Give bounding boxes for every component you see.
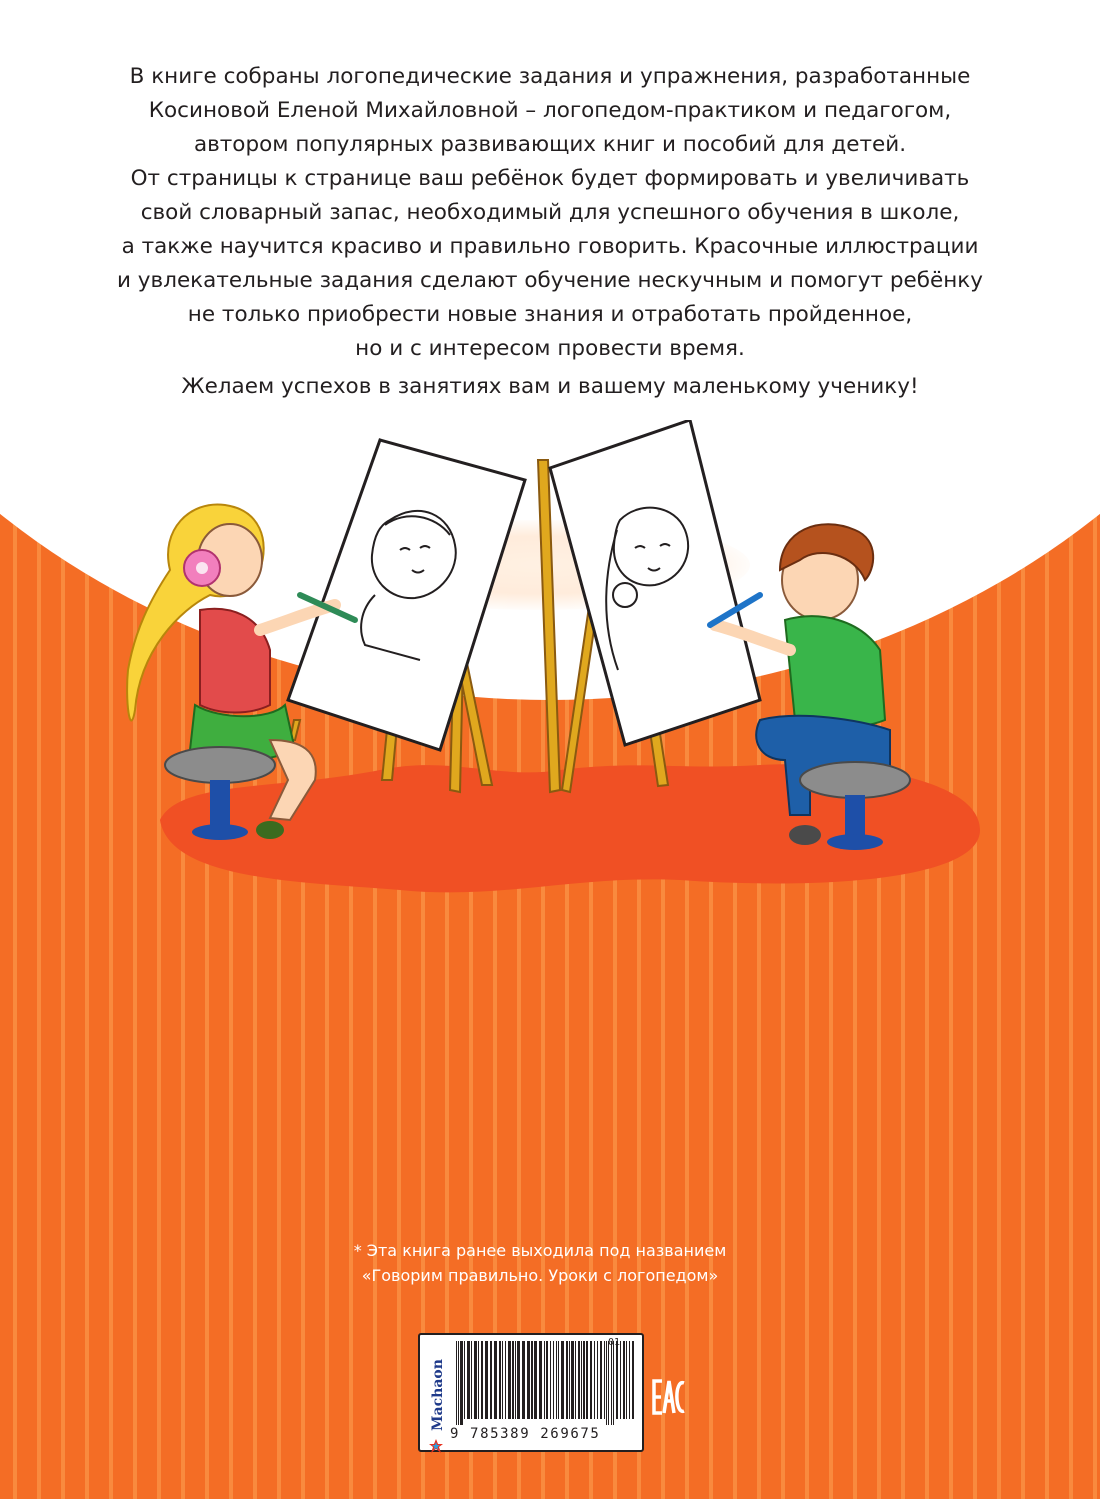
barcode-bar xyxy=(604,1341,605,1419)
previous-title-note xyxy=(290,1238,790,1288)
girl-stool-seat xyxy=(165,747,275,783)
barcode-bar xyxy=(623,1341,625,1419)
intro-line: и увлекательные задания сделают обучение нескучным и помогут ребёнку xyxy=(117,268,983,293)
barcode-bar xyxy=(534,1341,537,1419)
barcode-bar xyxy=(494,1341,497,1419)
barcode-bar xyxy=(546,1341,548,1419)
barcode-bar xyxy=(606,1341,607,1425)
barcode-bar xyxy=(522,1341,525,1419)
note-line: «Говорим правильно. Уроки с логопедом» xyxy=(361,1266,719,1285)
barcode-bar xyxy=(512,1341,514,1419)
barcode-bar xyxy=(629,1341,630,1419)
wish-paragraph: Желаем успехов в занятиях вам и вашему маленькому ученику! xyxy=(181,374,919,399)
barcode-bar xyxy=(556,1341,557,1419)
girl-shoe xyxy=(256,821,284,839)
barcode-bar xyxy=(575,1341,576,1419)
boy-shirt xyxy=(785,616,885,727)
barcode-bar xyxy=(616,1341,618,1419)
barcode-bar xyxy=(611,1341,612,1425)
barcode-bar xyxy=(566,1341,568,1419)
intro-line: В книге собраны логопедические задания и упражнения, разработанные xyxy=(129,64,971,89)
publisher-logo xyxy=(426,1345,448,1445)
barcode-bar xyxy=(502,1341,503,1419)
intro-line: свой словарный запас, необходимый для успешного обучения в школе, xyxy=(140,200,960,225)
supplement-code: 01 xyxy=(608,1337,621,1348)
barcode-bar xyxy=(571,1341,574,1419)
note-line: * Эта книга ранее выходила под названием xyxy=(353,1241,727,1260)
barcode-bar xyxy=(590,1341,592,1419)
barcode-bar xyxy=(467,1341,470,1419)
barcode-bar xyxy=(626,1341,627,1419)
intro-paragraph xyxy=(95,60,1005,366)
barcode-bar xyxy=(586,1341,588,1419)
barcode-bar xyxy=(478,1341,479,1419)
barcode-bar xyxy=(531,1341,533,1419)
barcode-bar xyxy=(517,1341,520,1419)
barcode-bar xyxy=(558,1341,559,1419)
boy-shoe xyxy=(789,825,821,845)
barcode-bar xyxy=(597,1341,598,1419)
intro-line: но и с интересом провести время. xyxy=(355,336,745,361)
barcode-bar xyxy=(581,1341,582,1419)
barcode-bar xyxy=(456,1341,457,1425)
barcode-bar xyxy=(569,1341,570,1419)
publisher-star-icon xyxy=(429,1439,443,1453)
intro-line: автором популярных развивающих книг и пособий для детей. xyxy=(193,132,907,157)
boy-stool-leg xyxy=(845,795,865,840)
intro-line: не только приобрести новые знания и отработать пройденное, xyxy=(187,302,913,327)
girl-stool-leg xyxy=(210,780,230,830)
isbn-barcode-box xyxy=(418,1333,644,1452)
barcode-bar xyxy=(505,1341,506,1419)
barcode-bar xyxy=(458,1341,459,1425)
intro-line: а также научится красиво и правильно говорить. Красочные иллюстрации xyxy=(121,234,979,259)
barcode-bar xyxy=(632,1341,634,1419)
barcode-bar xyxy=(550,1341,551,1419)
eac-certification-mark xyxy=(652,1377,686,1417)
barcode-bar xyxy=(460,1341,463,1425)
barcode-bar xyxy=(464,1341,465,1419)
barcode-bar xyxy=(471,1341,472,1419)
barcode-bar xyxy=(515,1341,516,1419)
barcode-bar xyxy=(490,1341,492,1419)
barcode-bar xyxy=(485,1341,488,1419)
barcode-bar xyxy=(539,1341,542,1419)
barcode-bar xyxy=(620,1341,621,1419)
left-canvas xyxy=(288,440,525,750)
publisher-name: Machaon xyxy=(430,1359,446,1431)
barcode-bar xyxy=(553,1341,554,1419)
isbn-digits: 9 785389 269675 xyxy=(450,1426,601,1442)
boy-stool-seat xyxy=(800,762,910,798)
barcode-bar xyxy=(527,1341,530,1419)
barcode-bar xyxy=(544,1341,545,1419)
barcode-bar xyxy=(600,1341,602,1419)
intro-line: От страницы к странице ваш ребёнок будет формировать и увеличивать xyxy=(130,166,970,191)
barcode-bar xyxy=(583,1341,585,1419)
barcode-bar xyxy=(508,1341,511,1419)
barcode-bar xyxy=(561,1341,564,1419)
barcode-bar xyxy=(613,1341,614,1425)
barcode-bar xyxy=(481,1341,483,1419)
barcode-bar xyxy=(594,1341,595,1419)
children-drawing-illustration xyxy=(120,420,1000,900)
barcode-bar xyxy=(608,1341,609,1425)
barcode-bar xyxy=(499,1341,501,1419)
barcode-bars xyxy=(454,1341,638,1425)
barcode-bar xyxy=(474,1341,477,1419)
barcode-bar xyxy=(578,1341,580,1419)
intro-line: Косиновой Еленой Михайловной – логопедом-практиком и педагогом, xyxy=(148,98,952,123)
